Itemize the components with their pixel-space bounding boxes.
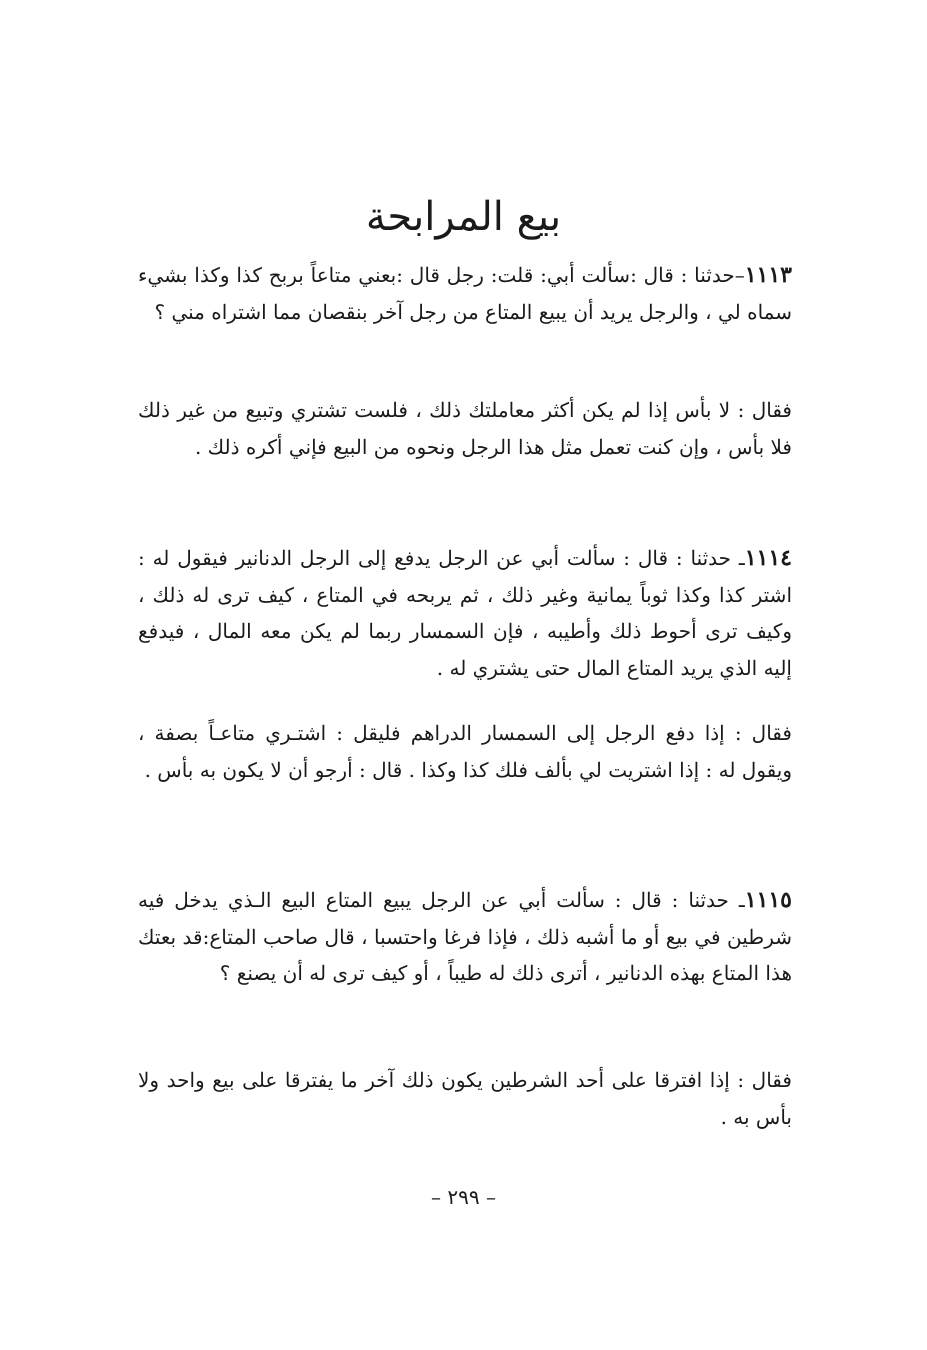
- entry-number: ١١١٥: [744, 887, 792, 913]
- entry-text: ـ حدثنا : قال : سألت أبي عن الرجل يبيع المتاع البيع الـذي يدخل فيه شرطين في بيع أو ما أشبه ذلك ، فإذا فرغا واحتسبا ، قال صاحب المتاع:قد بعتك هذا المتاع بهذه الدنانير ، أترى ذلك له طيباً ، أو كيف ترى له أن يصنع ؟: [138, 888, 792, 985]
- entry-1113-question: [138, 257, 792, 330]
- entry-1114-answer: فقال : إذا دفع الرجل إلى السمسار الدراهم فليقل : اشتـري متاعـاً بصفة ، ويقول له : إذا اشتريت لي بألف فلك كذا وكذا . قال : أرجو أن لا يكون به بأس .: [138, 721, 792, 782]
- entry-1113-answer: فقال : لا بأس إذا لم يكن أكثر معاملتك ذلك ، فلست تشتري وتبيع من غير ذلك فلا بأس ، وإن كنت تعمل مثل هذا الرجل ونحوه من البيع فإني أكره ذلك .: [138, 398, 792, 459]
- entry-1115-question: [138, 882, 792, 992]
- entry-text: –حدثنا : قال :سألت أبي: قلت: رجل قال :بعني متاعاً بربح كذا وكذا بشيء سماه لي ، والرجل يريد أن يبيع المتاع من رجل آخر بنقصان مما اشتراه مني ؟: [138, 263, 792, 324]
- chapter-title: بيع المرابحة: [365, 193, 562, 240]
- entry-text: ـ حدثنا : قال : سألت أبي عن الرجل يدفع إلى الرجل الدنانير فيقول له : اشتر كذا وكذا ثوباً يمانية وغير ذلك ، ثم يربحه في المتاع ، كيف ترى له ذلك ، وكيف ترى أحوط ذلك وأطيبه ، فإن السمسار ربما لم يكن معه المال ، فيدفع إليه الذي يريد المتاع المال حتى يشتري له .: [138, 546, 792, 680]
- entry-number: ١١١٤: [744, 545, 792, 571]
- entry-1115-answer: فقال : إذا افترقا على أحد الشرطين يكون ذلك آخر ما يفترقا على بيع واحد ولا بأس به .: [138, 1068, 792, 1129]
- entry-1114-question: [138, 540, 792, 686]
- page-number: – ٢٩٩ –: [431, 1185, 496, 1209]
- entry-number: ١١١٣: [744, 262, 792, 288]
